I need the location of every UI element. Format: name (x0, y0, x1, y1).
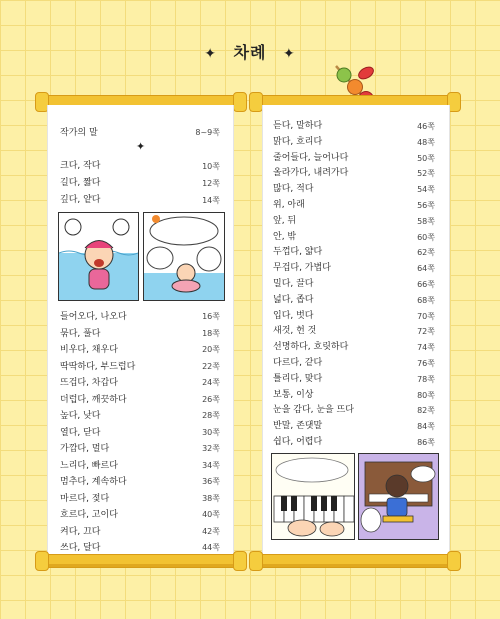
right-scroll-bottom-rod (254, 554, 456, 568)
toc-entry[interactable] (60, 458, 220, 475)
toc-entry-page: 32쪽 (202, 444, 220, 453)
toc-entry[interactable] (60, 491, 220, 508)
toc-entry[interactable] (273, 198, 435, 214)
toc-entry-title: 비우다, 채우다 (60, 345, 118, 355)
toc-entry-title: 쉽다, 어렵다 (273, 436, 323, 447)
toc-entry-title: 느리다, 빠르다 (60, 460, 118, 471)
comic-panel-piano-player (358, 453, 439, 540)
toc-entry-title: 듣다, 말하다 (273, 121, 323, 131)
divider-sparkle-icon: ✦ (136, 140, 146, 153)
toc-entry-page: 46쪽 (417, 122, 435, 131)
toc-entry[interactable] (273, 388, 435, 404)
toc-entry-page: 60쪽 (417, 232, 435, 242)
toc-entry[interactable] (273, 245, 435, 261)
toc-entry[interactable] (273, 151, 435, 167)
toc-entry-title: 새것, 헌 것 (273, 326, 317, 337)
toc-entry-page: 12쪽 (202, 179, 220, 188)
toc-entry-title: 크다, 작다 (60, 161, 101, 171)
toc-entry-title: 밀다, 끌다 (273, 278, 314, 289)
toc-entry-page: 20쪽 (202, 345, 220, 354)
toc-entry-page: 62쪽 (417, 248, 435, 258)
toc-entry-page: 86쪽 (417, 437, 435, 447)
toc-entry-title: 딱딱하다, 부드럽다 (60, 361, 136, 372)
toc-entry-page: 78쪽 (417, 374, 435, 384)
toc-entry-title: 더럽다, 깨끗하다 (60, 394, 127, 405)
toc-entry[interactable] (273, 372, 435, 388)
toc-entry-page: 52쪽 (417, 169, 435, 179)
comic-panel-swimming (58, 212, 139, 301)
comic-panel-beach (143, 212, 225, 301)
toc-entry-title: 가깝다, 멀다 (60, 444, 110, 454)
toc-entry-title: 눈을 감다, 눈을 뜨다 (273, 405, 354, 416)
toc-entry-title: 많다, 적다 (273, 184, 314, 195)
toc-entry-page: 82쪽 (417, 406, 435, 416)
toc-entry-page: 16쪽 (202, 312, 220, 321)
toc-entry-title: 길다, 짧다 (60, 178, 101, 188)
toc-entry[interactable] (60, 175, 220, 192)
toc-entry-page: 24쪽 (202, 378, 220, 387)
toc-entry-title: 틀리다, 맞다 (273, 373, 323, 384)
toc-entry[interactable] (60, 425, 220, 442)
toc-entry-page: 74쪽 (417, 343, 435, 353)
toc-entry[interactable] (273, 135, 435, 151)
toc-entry-title: 줄어들다, 늘어나다 (273, 152, 349, 163)
toc-entry[interactable] (60, 158, 220, 175)
toc-entry-page: 64쪽 (417, 264, 435, 274)
toc-entry-title: 열다, 닫다 (60, 427, 101, 438)
toc-entry[interactable] (273, 356, 435, 372)
toc-entry-page: 28쪽 (202, 411, 220, 420)
toc-entry-page: 72쪽 (417, 327, 435, 337)
toc-entry[interactable] (273, 166, 435, 182)
toc-entry-page: 54쪽 (417, 185, 435, 195)
toc-entry[interactable] (273, 182, 435, 198)
toc-entry-page: 58쪽 (417, 216, 435, 226)
toc-entry-page: 36쪽 (202, 477, 220, 486)
toc-entry-page: 66쪽 (417, 279, 435, 289)
toc-entry-title: 맑다, 흐리다 (273, 136, 323, 147)
toc-entry[interactable] (273, 340, 435, 356)
toc-entry[interactable] (273, 293, 435, 309)
toc-entry[interactable] (273, 230, 435, 246)
toc-entry[interactable] (60, 524, 220, 541)
left-sparkle-icon: ✦ (204, 46, 217, 62)
toc-entry-title: 넓다, 좁다 (273, 294, 314, 305)
comic-panel-piano-keys (271, 453, 355, 540)
toc-entry-page: 68쪽 (417, 295, 435, 305)
toc-entry[interactable] (273, 119, 435, 135)
toc-entry-page: 34쪽 (202, 460, 220, 470)
toc-title (0, 40, 500, 63)
toc-entry-title: 다르다, 같다 (273, 357, 323, 368)
toc-entry-title: 위, 아래 (273, 199, 305, 210)
toc-entry[interactable] (60, 474, 220, 491)
toc-entry[interactable] (60, 309, 220, 326)
toc-entry-title: 반말, 존댓말 (273, 421, 323, 432)
toc-entry-page: 50쪽 (417, 153, 435, 163)
toc-entry-title: 무겁다, 가볍다 (273, 263, 331, 274)
toc-entry-title: 멈추다, 계속하다 (60, 477, 127, 487)
toc-entry-page: 8~9쪽 (195, 128, 220, 137)
toc-entry[interactable] (273, 309, 435, 325)
toc-entry-page: 70쪽 (417, 311, 435, 321)
toc-entry-title: 묶다, 풀다 (60, 328, 101, 339)
toc-entry-page: 30쪽 (202, 427, 220, 437)
toc-entry[interactable] (273, 403, 435, 419)
toc-entry-page: 38쪽 (202, 493, 220, 503)
right-scroll-page (262, 105, 450, 559)
left-scroll-page (47, 105, 234, 559)
toc-entry-page: 44쪽 (202, 543, 220, 552)
toc-entry-title: 안, 밖 (273, 231, 297, 242)
toc-entry[interactable] (60, 326, 220, 343)
toc-entry-title: 입다, 벗다 (273, 310, 314, 321)
toc-entry-title: 올라가다, 내려가다 (273, 168, 349, 179)
toc-entry-title: 작가의 말 (60, 128, 98, 138)
toc-entry-title: 앞, 뒤 (273, 215, 297, 226)
toc-entry[interactable] (273, 277, 435, 293)
toc-entry[interactable] (273, 214, 435, 230)
toc-entry[interactable] (60, 441, 220, 458)
toc-entry-page: 40쪽 (202, 510, 220, 519)
toc-entry-title: 선명하다, 흐릿하다 (273, 342, 349, 353)
toc-entry[interactable] (273, 435, 435, 451)
toc-entry[interactable] (273, 324, 435, 340)
toc-entry[interactable] (273, 419, 435, 435)
toc-entry[interactable] (60, 392, 220, 409)
toc-entry-page: 18쪽 (202, 328, 220, 338)
toc-entry[interactable] (60, 192, 220, 209)
toc-entry-page: 84쪽 (417, 422, 435, 432)
toc-entry-page: 80쪽 (417, 390, 435, 400)
toc-entry-title: 켜다, 끄다 (60, 526, 101, 537)
toc-entry[interactable] (60, 359, 220, 376)
toc-entry[interactable] (60, 342, 220, 359)
toc-entry-page: 26쪽 (202, 394, 220, 404)
toc-entry[interactable] (60, 375, 220, 392)
toc-entry-title: 마르다, 젖다 (60, 493, 110, 504)
toc-entry-page: 76쪽 (417, 358, 435, 368)
toc-entry-title: 뜨겁다, 차갑다 (60, 378, 118, 388)
toc-entry-title: 두껍다, 얇다 (273, 247, 323, 258)
toc-entry-title: 쓰다, 달다 (60, 543, 101, 553)
toc-entry-title: 깊다, 얕다 (60, 195, 101, 205)
right-sparkle-icon: ✦ (283, 46, 296, 62)
left-scroll-bottom-rod (40, 554, 242, 568)
toc-entry-title: 높다, 낮다 (60, 411, 101, 421)
toc-entry-title: 들어오다, 나오다 (60, 312, 127, 322)
toc-heading: 차례 (233, 43, 267, 62)
toc-entry-page: 48쪽 (417, 137, 435, 147)
toc-entry[interactable] (273, 261, 435, 277)
toc-entry-page: 10쪽 (202, 162, 220, 171)
toc-entry-page: 56쪽 (417, 200, 435, 210)
toc-entry-page: 42쪽 (202, 526, 220, 536)
toc-entry[interactable] (60, 408, 220, 425)
toc-entry[interactable] (60, 507, 220, 524)
toc-entry-page: 14쪽 (202, 196, 220, 205)
toc-entry-page: 22쪽 (202, 361, 220, 371)
toc-entry-title: 흐르다, 고이다 (60, 510, 118, 520)
toc-entry-title: 보통, 이상 (273, 389, 314, 400)
